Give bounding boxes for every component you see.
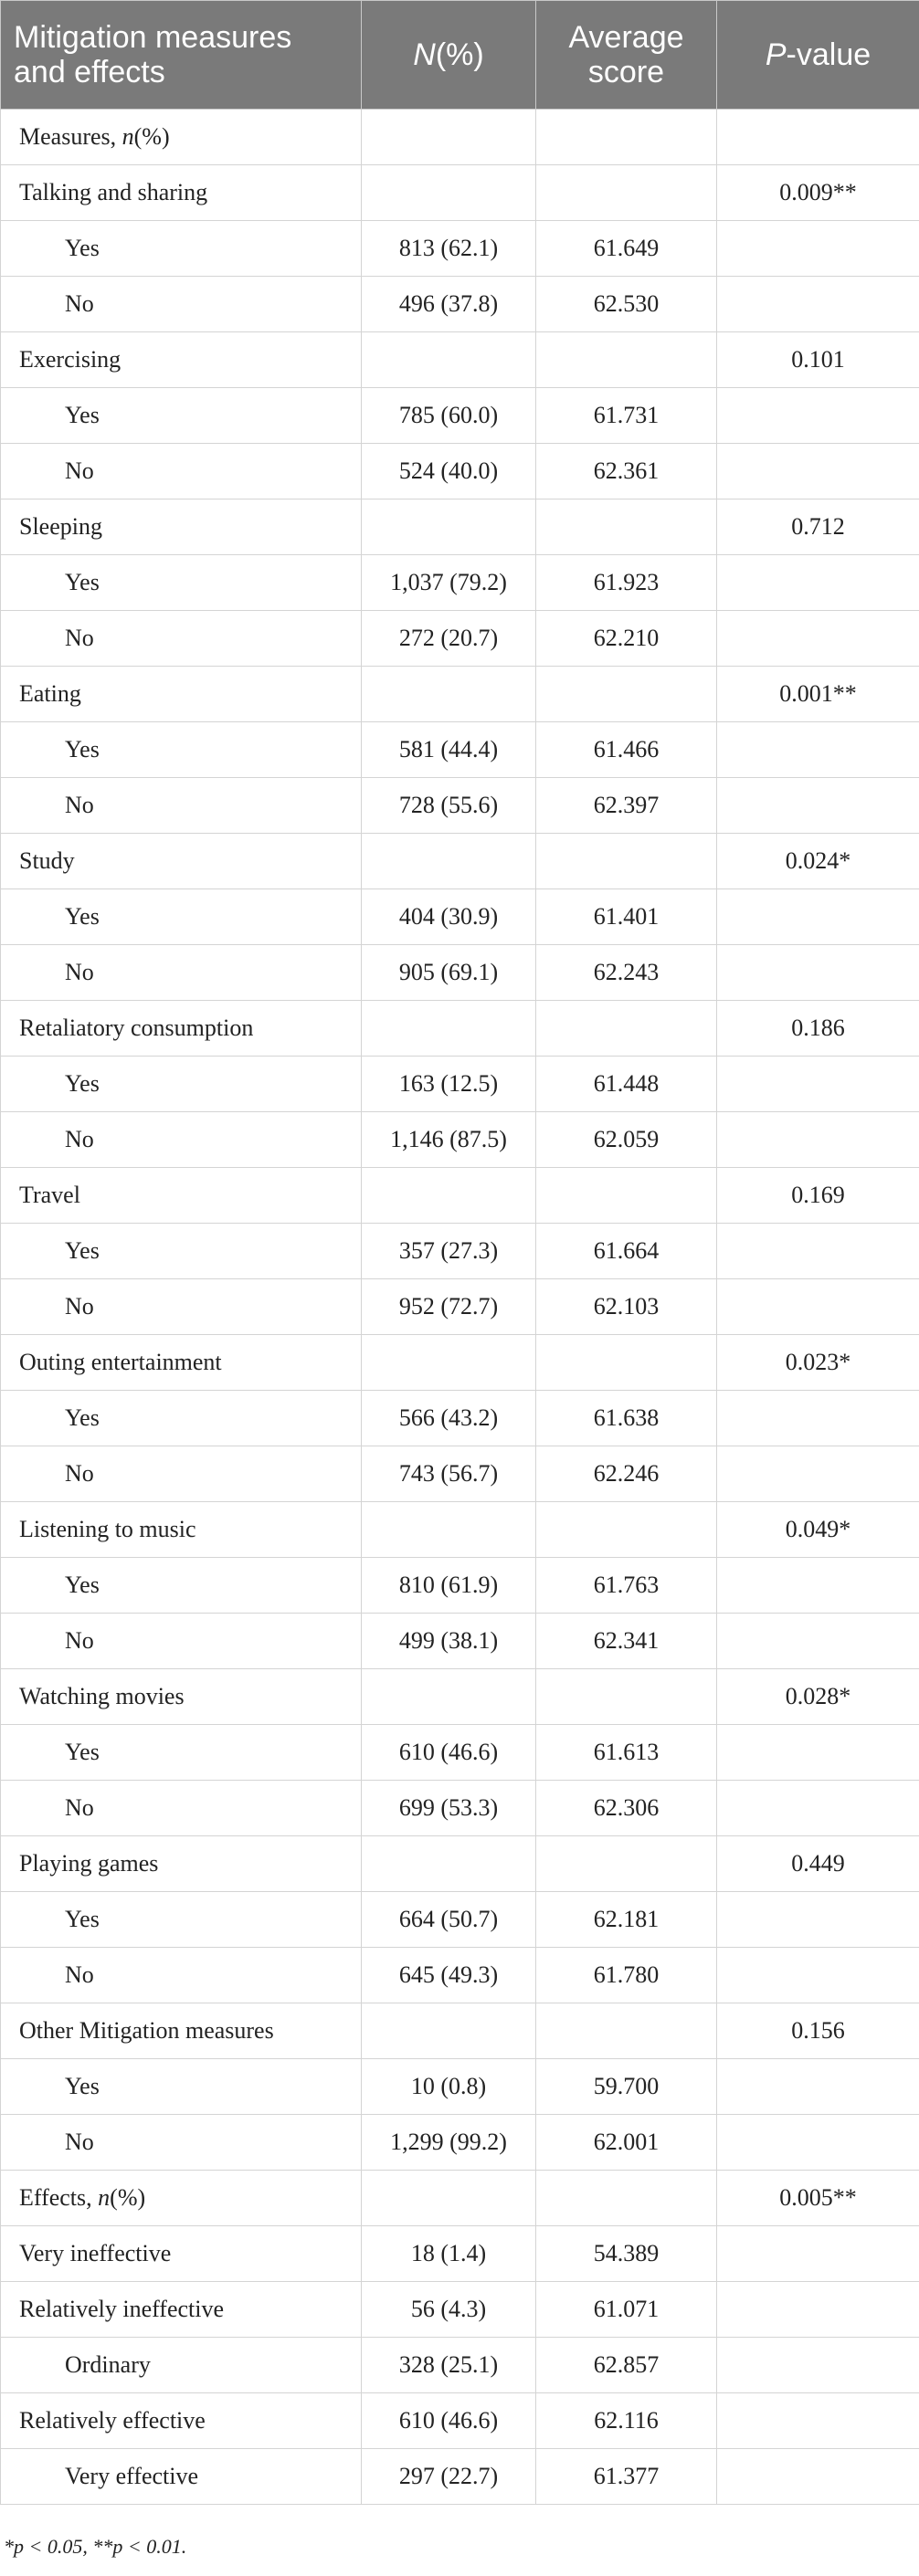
row-p-value [717,277,919,332]
row-average-score: 62.181 [536,1892,717,1948]
table-body [1,110,919,2505]
row-label-text: Outing entertainment [19,1349,222,1375]
row-average-score [536,1168,717,1224]
row-n-percent [362,1502,536,1558]
row-p-value [717,889,919,945]
table-row [1,2115,919,2171]
row-label-text: Sleeping [19,513,102,540]
row-average-score: 61.377 [536,2449,717,2505]
row-p-value [717,1279,919,1335]
row-n-percent: 56 (4.3) [362,2282,536,2338]
table-row [1,221,919,277]
table-row [1,1836,919,1892]
row-n-percent [362,1669,536,1725]
row-n-percent: 10 (0.8) [362,2059,536,2115]
table-row [1,2003,919,2059]
row-label-text: Yes [65,1404,100,1431]
row-label [1,1057,362,1112]
row-n-percent: 499 (38.1) [362,1614,536,1669]
table-row [1,1502,919,1558]
table-header [1,1,919,110]
header-n-letter: N [413,37,436,72]
row-label [1,1614,362,1669]
row-label-suffix: (%) [110,2184,146,2211]
row-p-value: 0.186 [717,1001,919,1057]
row-label [1,1168,362,1224]
row-label [1,165,362,221]
row-p-value [717,388,919,444]
row-average-score [536,2003,717,2059]
header-p-value [717,1,919,110]
row-n-percent [362,332,536,388]
table-row [1,1168,919,1224]
row-label-text: Yes [65,2073,100,2099]
row-average-score: 62.397 [536,778,717,834]
table-row [1,611,919,667]
row-label [1,2338,362,2393]
row-label [1,2171,362,2226]
table-row [1,1001,919,1057]
table-row [1,499,919,555]
row-label [1,2449,362,2505]
header-p-suffix: -value [786,37,871,72]
table-row [1,165,919,221]
row-label-text: Yes [65,1237,100,1264]
table-row [1,1224,919,1279]
row-label [1,388,362,444]
row-average-score: 62.059 [536,1112,717,1168]
row-n-percent [362,2171,536,2226]
row-average-score: 61.613 [536,1725,717,1781]
table-row [1,2171,919,2226]
row-average-score [536,834,717,889]
row-n-percent: 1,299 (99.2) [362,2115,536,2171]
row-p-value [717,1781,919,1836]
row-label-text: Measures, [19,123,122,150]
table-row [1,1279,919,1335]
table-row [1,667,919,722]
row-p-value: 0.169 [717,1168,919,1224]
row-label-text: Yes [65,1070,100,1097]
table-row [1,1446,919,1502]
row-label-text: Yes [65,235,100,261]
row-label [1,1781,362,1836]
row-label-text: No [65,959,94,985]
row-average-score: 61.923 [536,555,717,611]
row-label-text: Relatively effective [19,2407,206,2434]
row-label [1,1279,362,1335]
row-n-percent [362,2003,536,2059]
row-n-percent: 357 (27.3) [362,1224,536,1279]
row-label [1,2115,362,2171]
row-label-text: Very ineffective [19,2240,172,2266]
row-label-text: Study [19,847,75,874]
table-row [1,1558,919,1614]
row-label [1,722,362,778]
row-average-score: 62.001 [536,2115,717,2171]
table-row [1,388,919,444]
table-row [1,332,919,388]
row-average-score: 62.341 [536,1614,717,1669]
row-label [1,2393,362,2449]
row-label-italic: n [121,123,134,150]
table-footnote [0,2535,186,2559]
row-p-value: 0.001** [717,667,919,722]
row-label-text: Yes [65,1739,100,1765]
row-p-value [717,2059,919,2115]
row-label-text: Ordinary [65,2351,151,2378]
row-label [1,1725,362,1781]
table-row [1,2282,919,2338]
row-n-percent: 664 (50.7) [362,1892,536,1948]
row-average-score [536,1502,717,1558]
row-p-value [717,110,919,165]
table-row [1,1614,919,1669]
header-n-suffix: (%) [435,37,484,72]
row-label-text: Yes [65,903,100,930]
row-label-text: Yes [65,569,100,595]
table-row [1,1781,919,1836]
row-label [1,1391,362,1446]
row-label [1,444,362,499]
row-n-percent [362,1335,536,1391]
row-n-percent: 1,037 (79.2) [362,555,536,611]
row-label [1,2282,362,2338]
row-p-value [717,1391,919,1446]
row-average-score: 61.649 [536,221,717,277]
table-row [1,1112,919,1168]
row-label-text: No [65,1460,94,1487]
row-n-percent: 728 (55.6) [362,778,536,834]
row-average-score: 61.780 [536,1948,717,2003]
row-label [1,221,362,277]
row-n-percent [362,1836,536,1892]
row-p-value [717,2449,919,2505]
table-row [1,2449,919,2505]
table-row [1,2059,919,2115]
row-average-score: 62.530 [536,277,717,332]
row-label [1,889,362,945]
row-label-text: No [65,2129,94,2155]
row-average-score: 62.210 [536,611,717,667]
header-p-letter: P [765,37,787,72]
row-average-score: 59.700 [536,2059,717,2115]
table-row [1,1948,919,2003]
footnote-text: *p < 0.05, **p < 0.01. [4,2535,187,2558]
row-n-percent: 610 (46.6) [362,2393,536,2449]
row-p-value [717,1558,919,1614]
row-average-score [536,110,717,165]
row-n-percent: 743 (56.7) [362,1446,536,1502]
row-average-score: 61.466 [536,722,717,778]
row-label-text: Listening to music [19,1516,196,1542]
row-average-score [536,1335,717,1391]
row-label-text: Watching movies [19,1683,185,1709]
row-p-value [717,444,919,499]
row-n-percent: 645 (49.3) [362,1948,536,2003]
row-average-score: 62.361 [536,444,717,499]
row-n-percent [362,499,536,555]
row-label [1,1224,362,1279]
row-p-value [717,1614,919,1669]
row-p-value [717,1224,919,1279]
row-label [1,110,362,165]
row-average-score: 61.731 [536,388,717,444]
table-row [1,778,919,834]
row-average-score [536,165,717,221]
row-p-value: 0.101 [717,332,919,388]
row-p-value [717,2226,919,2282]
row-average-score: 62.116 [536,2393,717,2449]
row-label [1,277,362,332]
row-label-text: Playing games [19,1850,159,1877]
row-p-value [717,2282,919,2338]
row-label [1,1892,362,1948]
row-label [1,834,362,889]
row-average-score [536,2171,717,2226]
row-n-percent [362,667,536,722]
row-n-percent: 404 (30.9) [362,889,536,945]
row-n-percent: 581 (44.4) [362,722,536,778]
table-row [1,1892,919,1948]
row-n-percent: 610 (46.6) [362,1725,536,1781]
row-p-value: 0.009** [717,165,919,221]
row-average-score [536,332,717,388]
row-n-percent: 810 (61.9) [362,1558,536,1614]
row-average-score [536,1669,717,1725]
row-label [1,555,362,611]
row-average-score: 61.763 [536,1558,717,1614]
table-row [1,110,919,165]
row-n-percent: 905 (69.1) [362,945,536,1001]
row-label [1,2226,362,2282]
header-measures-effects: Mitigation measures and effects [1,1,362,110]
row-label-text: Talking and sharing [19,179,208,205]
row-p-value: 0.449 [717,1836,919,1892]
row-p-value [717,1948,919,2003]
row-label-text: Effects, [19,2184,99,2211]
row-label [1,1948,362,2003]
row-n-percent: 328 (25.1) [362,2338,536,2393]
row-n-percent [362,165,536,221]
row-average-score: 61.448 [536,1057,717,1112]
row-n-percent [362,834,536,889]
row-n-percent: 699 (53.3) [362,1781,536,1836]
table-row [1,834,919,889]
row-n-percent [362,110,536,165]
row-label [1,1836,362,1892]
row-n-percent: 18 (1.4) [362,2226,536,2282]
row-label-text: Travel [19,1182,80,1208]
row-p-value [717,1892,919,1948]
row-label [1,778,362,834]
row-p-value: 0.156 [717,2003,919,2059]
table-row [1,945,919,1001]
row-label-text: No [65,1794,94,1821]
table-row [1,1391,919,1446]
row-label-italic: n [98,2184,111,2211]
row-label-text: No [65,1126,94,1152]
row-label-text: No [65,1293,94,1320]
row-label [1,1502,362,1558]
row-p-value [717,2393,919,2449]
row-label [1,1001,362,1057]
row-average-score: 62.857 [536,2338,717,2393]
row-average-score: 62.246 [536,1446,717,1502]
row-p-value [717,2115,919,2171]
row-label [1,1335,362,1391]
row-p-value [717,945,919,1001]
row-label-text: Relatively ineffective [19,2296,225,2322]
row-average-score: 61.401 [536,889,717,945]
row-average-score [536,667,717,722]
row-p-value [717,1446,919,1502]
row-label-text: Yes [65,1906,100,1932]
row-p-value [717,611,919,667]
row-p-value [717,221,919,277]
row-p-value: 0.712 [717,499,919,555]
row-n-percent: 813 (62.1) [362,221,536,277]
row-label-text: Yes [65,402,100,428]
row-p-value [717,2338,919,2393]
row-average-score [536,1836,717,1892]
row-p-value: 0.049* [717,1502,919,1558]
row-label-text: Exercising [19,346,121,373]
row-p-value: 0.023* [717,1335,919,1391]
row-p-value [717,1725,919,1781]
row-label [1,945,362,1001]
row-label [1,1112,362,1168]
row-label-text: No [65,792,94,818]
row-n-percent: 272 (20.7) [362,611,536,667]
table-row [1,2226,919,2282]
row-label-text: Retaliatory consumption [19,1015,254,1041]
row-label [1,2059,362,2115]
row-average-score: 61.664 [536,1224,717,1279]
row-label-text: Yes [65,1572,100,1598]
row-label [1,667,362,722]
row-n-percent [362,1168,536,1224]
row-p-value [717,555,919,611]
row-label-text: Yes [65,736,100,762]
row-average-score: 62.243 [536,945,717,1001]
row-p-value: 0.005** [717,2171,919,2226]
row-label [1,611,362,667]
row-label [1,332,362,388]
row-label-suffix: (%) [133,123,170,150]
row-n-percent: 785 (60.0) [362,388,536,444]
row-average-score [536,1001,717,1057]
row-p-value: 0.028* [717,1669,919,1725]
table-row [1,1669,919,1725]
row-n-percent: 952 (72.7) [362,1279,536,1335]
header-average-score: Average score [536,1,717,110]
row-label-text: Very effective [65,2463,199,2489]
row-n-percent: 496 (37.8) [362,277,536,332]
row-label-text: No [65,625,94,651]
row-average-score: 54.389 [536,2226,717,2282]
row-n-percent: 524 (40.0) [362,444,536,499]
header-row [1,1,919,110]
row-average-score [536,499,717,555]
row-average-score: 62.306 [536,1781,717,1836]
row-p-value [717,722,919,778]
row-label-text: Other Mitigation measures [19,2017,274,2044]
row-label [1,1669,362,1725]
table-row [1,2338,919,2393]
row-p-value [717,1057,919,1112]
row-p-value: 0.024* [717,834,919,889]
row-n-percent: 566 (43.2) [362,1391,536,1446]
row-label-text: Eating [19,680,81,707]
row-n-percent: 297 (22.7) [362,2449,536,2505]
row-n-percent: 1,146 (87.5) [362,1112,536,1168]
row-average-score: 61.071 [536,2282,717,2338]
row-n-percent [362,1001,536,1057]
table-row [1,2393,919,2449]
row-label [1,1558,362,1614]
table-row [1,1725,919,1781]
row-average-score: 61.638 [536,1391,717,1446]
row-label-text: No [65,1961,94,1988]
row-n-percent: 163 (12.5) [362,1057,536,1112]
row-p-value [717,1112,919,1168]
row-label-text: No [65,1627,94,1654]
table-row [1,444,919,499]
table-row [1,277,919,332]
row-label [1,2003,362,2059]
row-label [1,499,362,555]
row-label [1,1446,362,1502]
row-label-text: No [65,290,94,317]
table-row [1,1057,919,1112]
row-p-value [717,778,919,834]
row-average-score: 62.103 [536,1279,717,1335]
table-row [1,722,919,778]
table-row [1,555,919,611]
table-row [1,1335,919,1391]
row-label-text: No [65,457,94,484]
table-row [1,889,919,945]
header-n-percent [362,1,536,110]
